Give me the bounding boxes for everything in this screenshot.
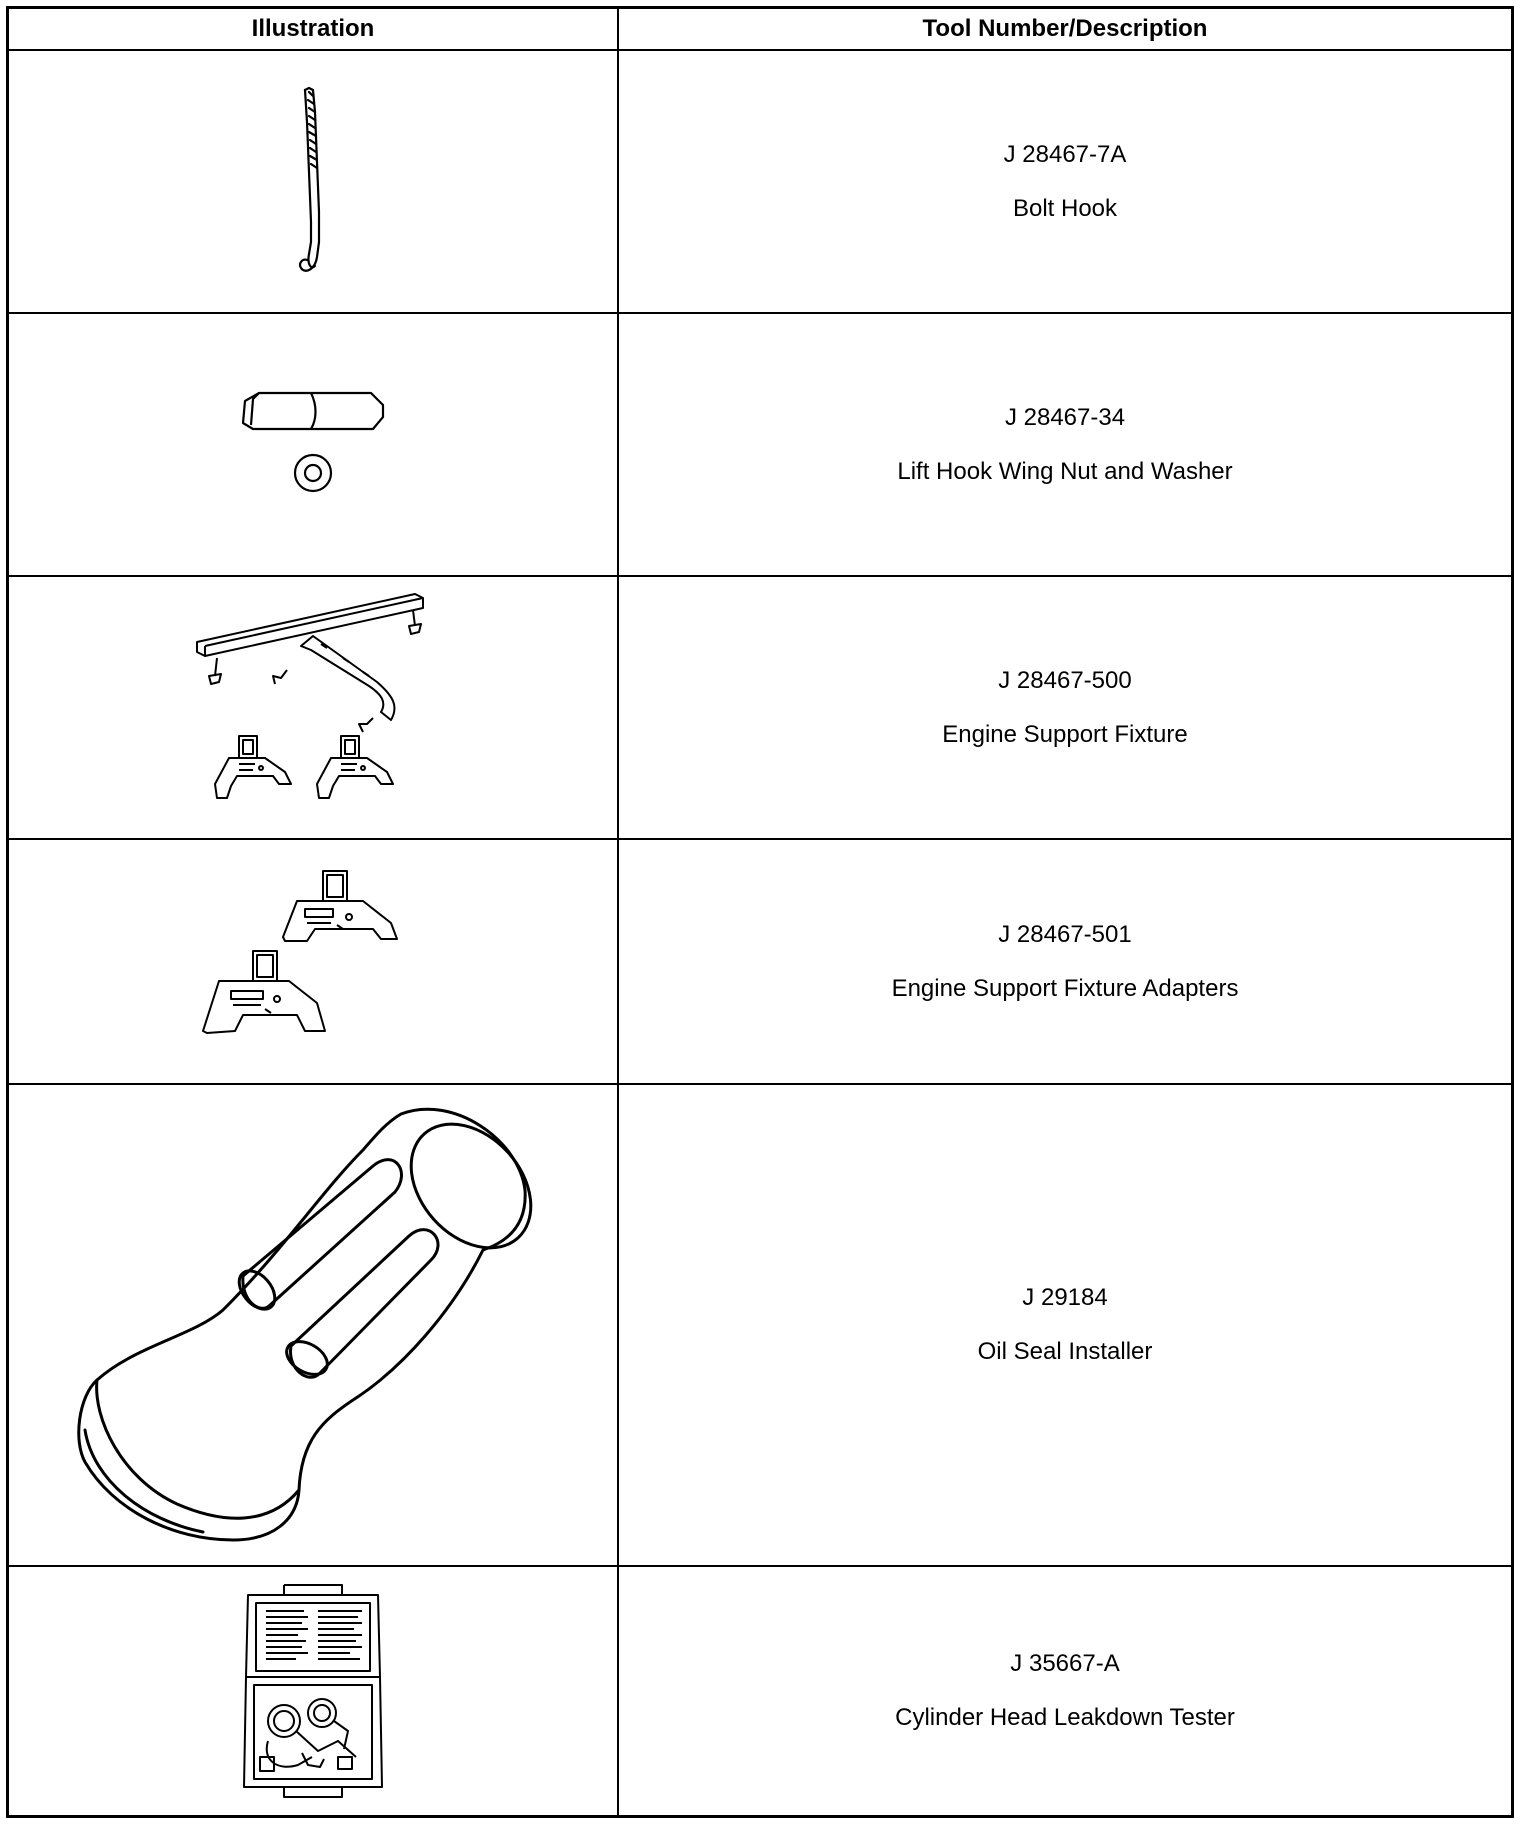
illustration-cell (9, 577, 619, 838)
header-tool-number-description: Tool Number/Description (922, 15, 1208, 42)
table-row (9, 1085, 1511, 1567)
tool-description: Oil Seal Installer (977, 1338, 1153, 1365)
description-cell (619, 314, 1511, 575)
table-row (9, 314, 1511, 577)
table-row (9, 577, 1511, 840)
table-header-row (9, 9, 1511, 51)
header-tool-cell (619, 9, 1511, 49)
description-cell (619, 51, 1511, 312)
tool-description: Bolt Hook (1012, 194, 1118, 222)
header-illustration: Illustration (251, 15, 375, 42)
illustration-cell (9, 314, 619, 575)
tool-number: J 35667-A (1010, 1650, 1120, 1677)
bolt-hook-icon (253, 82, 373, 282)
engine-support-fixture-icon (193, 588, 433, 828)
tool-number: J 28467-500 (998, 666, 1132, 694)
tool-description: Cylinder Head Leakdown Tester (895, 1704, 1235, 1731)
leakdown-tester-icon (238, 1581, 388, 1801)
illustration-cell (9, 840, 619, 1083)
tool-number: J 28467-501 (998, 920, 1132, 948)
illustration-cell (9, 51, 619, 312)
description-cell (619, 1085, 1511, 1565)
wing-nut-washer-icon (223, 375, 403, 515)
table-row (9, 840, 1511, 1085)
description-cell (619, 840, 1511, 1083)
tool-description: Lift Hook Wing Nut and Washer (897, 457, 1233, 485)
oil-seal-installer-icon (73, 1100, 553, 1550)
fixture-adapters-icon (193, 867, 433, 1057)
table-row (9, 51, 1511, 314)
tool-description: Engine Support Fixture (942, 720, 1188, 748)
illustration-cell (9, 1085, 619, 1565)
tool-description: Engine Support Fixture Adapters (891, 974, 1239, 1002)
tool-number: J 29184 (1022, 1284, 1108, 1311)
header-illustration-cell (9, 9, 619, 49)
description-cell (619, 577, 1511, 838)
special-tools-table (6, 6, 1514, 1818)
illustration-cell (9, 1567, 619, 1815)
description-cell (619, 1567, 1511, 1815)
tool-number: J 28467-34 (1004, 403, 1126, 431)
table-row (9, 1567, 1511, 1815)
tool-number: J 28467-7A (1003, 140, 1127, 168)
